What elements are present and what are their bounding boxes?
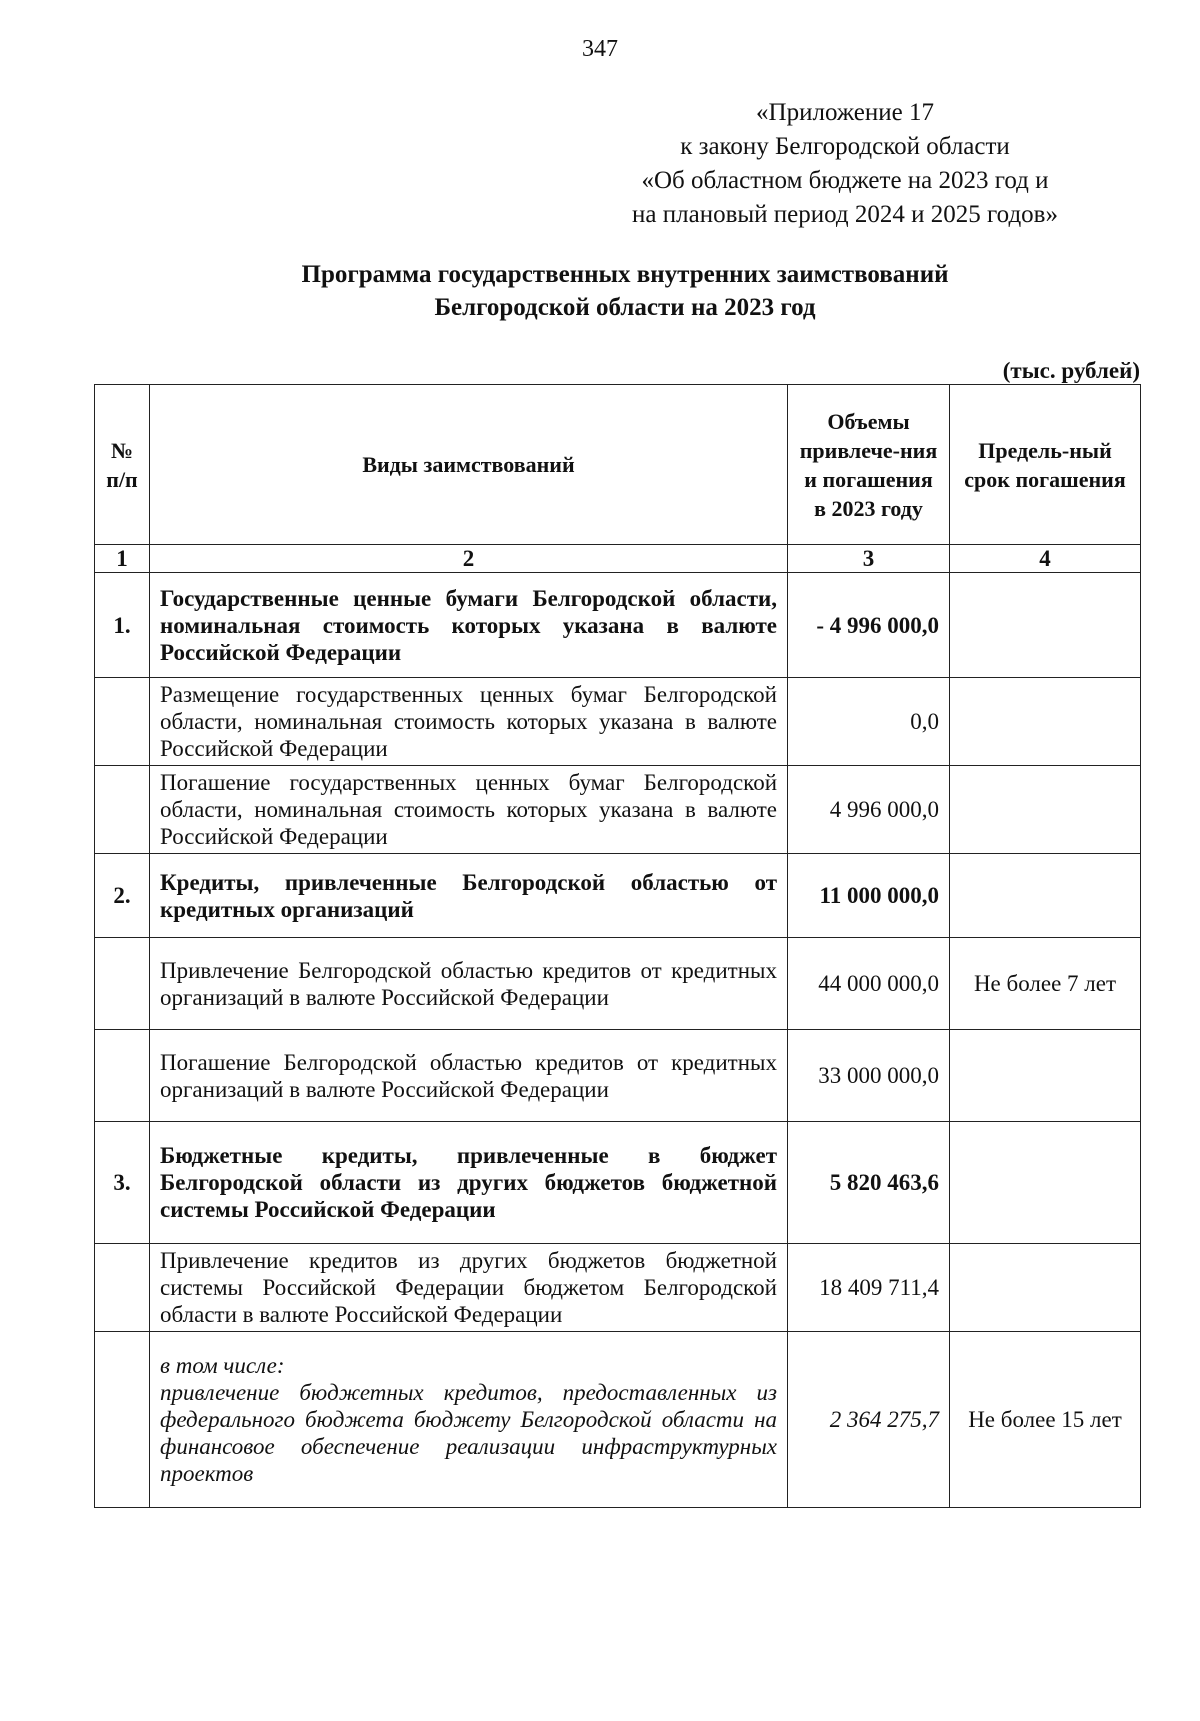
row-number: 2. <box>95 854 150 938</box>
row-term <box>950 1122 1141 1244</box>
header-term: Предель-ный срок погашения <box>950 385 1141 545</box>
row-number <box>95 766 150 854</box>
row-amount: 33 000 000,0 <box>788 1030 950 1122</box>
row-number <box>95 938 150 1030</box>
column-number: 4 <box>950 545 1141 573</box>
row-kind: привлечение бюджетных кредитов, предоставленных из федерального бюджета бюджету Белгородской области на финансовое обеспечение реализации инфраструктурных проектов <box>160 1380 777 1486</box>
units-label: (тыс. рублей) <box>1002 358 1140 383</box>
table-header-row <box>95 385 1141 545</box>
row-kind-cell <box>150 1332 788 1508</box>
borrowings-table <box>94 384 1141 1508</box>
row-term: Не более 15 лет <box>950 1332 1141 1508</box>
column-number: 2 <box>150 545 788 573</box>
row-amount: 44 000 000,0 <box>788 938 950 1030</box>
row-amount: 11 000 000,0 <box>788 854 950 938</box>
row-term <box>950 1244 1141 1332</box>
header-amount: Объемы привлече-ния и погашения в 2023 году <box>788 385 950 545</box>
table-row <box>95 766 1141 854</box>
row-term <box>950 854 1141 938</box>
column-number: 1 <box>95 545 150 573</box>
row-term <box>950 573 1141 678</box>
row-amount: - 4 996 000,0 <box>788 573 950 678</box>
row-kind: Привлечение Белгородской областью кредитов от кредитных организаций в валюте Российской Федерации <box>150 938 788 1030</box>
table-row <box>95 573 1141 678</box>
table-row <box>95 678 1141 766</box>
table-row <box>95 1122 1141 1244</box>
row-amount: 2 364 275,7 <box>788 1332 950 1508</box>
row-number: 1. <box>95 573 150 678</box>
row-term <box>950 1030 1141 1122</box>
column-number: 3 <box>788 545 950 573</box>
row-amount: 0,0 <box>788 678 950 766</box>
row-number <box>95 1244 150 1332</box>
row-term <box>950 766 1141 854</box>
title-line: Белгородской области на 2023 год <box>434 294 816 321</box>
appendix-line: «Приложение 17 <box>756 99 934 126</box>
table-row <box>95 854 1141 938</box>
row-amount: 18 409 711,4 <box>788 1244 950 1332</box>
table-row <box>95 1244 1141 1332</box>
row-kind: Государственные ценные бумаги Белгородской области, номинальная стоимость которых указана в валюте Российской Федерации <box>150 573 788 678</box>
appendix-line: «Об областном бюджете на 2023 год и <box>641 167 1049 194</box>
title-line: Программа государственных внутренних заимствований <box>301 261 949 288</box>
row-kind: Погашение государственных ценных бумаг Белгородской области, номинальная стоимость которых указана в валюте Российской Федерации <box>150 766 788 854</box>
table-row <box>95 1332 1141 1508</box>
page-number: 347 <box>582 36 618 62</box>
row-kind: Кредиты, привлеченные Белгородской областью от кредитных организаций <box>150 854 788 938</box>
row-term: Не более 7 лет <box>950 938 1141 1030</box>
row-number <box>95 1332 150 1508</box>
row-kind-note: в том числе: <box>160 1353 285 1378</box>
table-row <box>95 1030 1141 1122</box>
header-num: № п/п <box>95 385 150 545</box>
appendix-header <box>595 96 1095 232</box>
row-number <box>95 678 150 766</box>
row-kind: Привлечение кредитов из других бюджетов бюджетной системы Российской Федерации бюджетом Белгородской области в валюте Российской Федерации <box>150 1244 788 1332</box>
row-number <box>95 1030 150 1122</box>
header-kind: Виды заимствований <box>150 385 788 545</box>
row-kind: Размещение государственных ценных бумаг Белгородской области, номинальная стоимость которых указана в валюте Российской Федерации <box>150 678 788 766</box>
row-kind: Бюджетные кредиты, привлеченные в бюджет Белгородской области из других бюджетов бюджетной системы Российской Федерации <box>150 1122 788 1244</box>
row-amount: 5 820 463,6 <box>788 1122 950 1244</box>
row-amount: 4 996 000,0 <box>788 766 950 854</box>
row-term <box>950 678 1141 766</box>
document-title <box>0 258 1200 324</box>
row-kind: Погашение Белгородской областью кредитов от кредитных организаций в валюте Российской Федерации <box>150 1030 788 1122</box>
row-number: 3. <box>95 1122 150 1244</box>
column-number-row <box>95 545 1141 573</box>
appendix-line: к закону Белгородской области <box>680 133 1010 160</box>
table-row <box>95 938 1141 1030</box>
appendix-line: на плановый период 2024 и 2025 годов» <box>632 201 1058 228</box>
